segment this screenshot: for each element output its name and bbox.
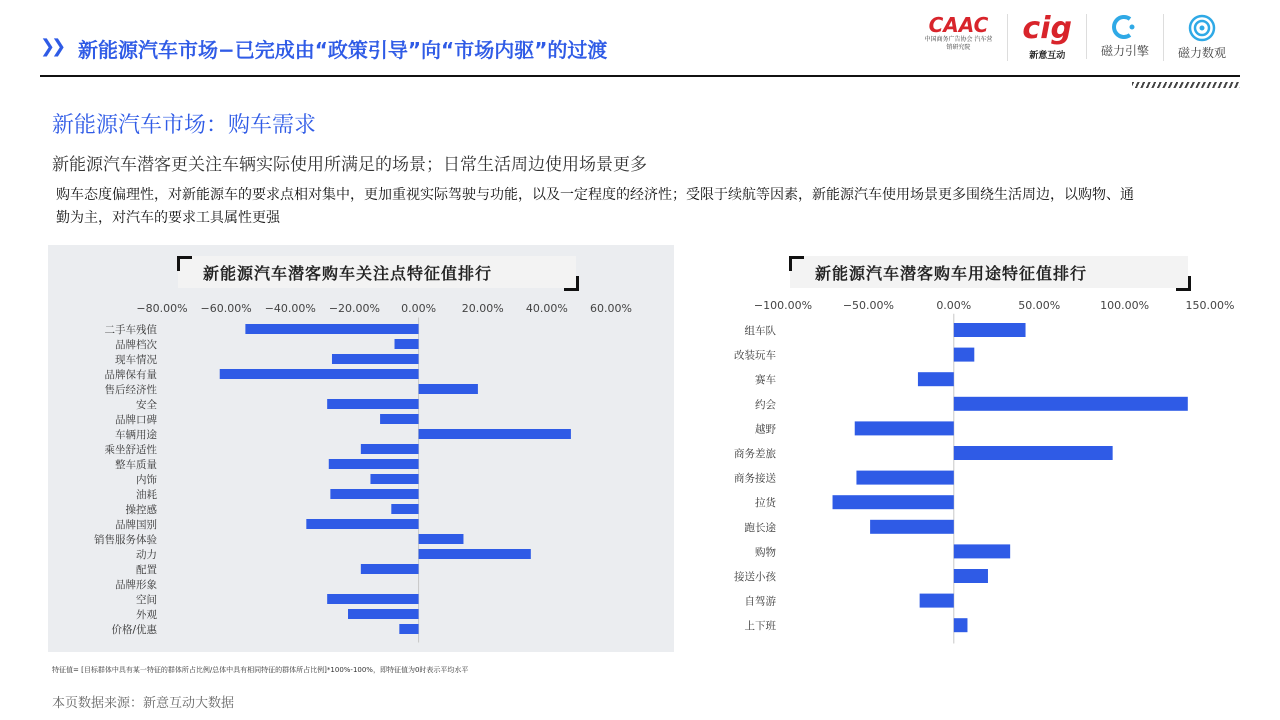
category-label: 自驾游 [744,595,776,608]
data-source: 本页数据来源：新意互动大数据 [52,696,235,711]
page-title: 新能源汽车市场−已完成由“政策引导”向“市场内驱”的过渡 [78,38,608,62]
cili-shuguan-logo-text: 磁力数观 [1177,46,1226,60]
x-tick-label: −20.00% [328,302,381,315]
x-tick-label: −80.00% [136,302,188,315]
right-chart-title: 新能源汽车潜客购车用途特征值排行 [815,264,1088,283]
category-label: 操控感 [125,504,157,516]
category-label: 拉货 [755,497,776,510]
x-tick-label: −100.00% [753,299,813,312]
category-label: 跑长途 [744,521,776,534]
category-label: 越野 [755,423,776,436]
category-label: 车辆用途 [115,429,157,441]
x-tick-label: 20.00% [461,302,504,315]
section-subtitle: 新能源汽车潜客更关注车辆实际使用所满足的场景；日常生活周边使用场景更多 [52,155,647,175]
x-tick-label: 150.00% [1185,299,1235,312]
category-label: 油耗 [136,489,157,501]
x-tick-label: 100.00% [1100,299,1150,312]
category-label: 购物 [755,546,776,559]
bar [870,520,954,534]
category-label: 商务差旅 [734,448,776,460]
bar [833,495,954,509]
category-label: 上下班 [744,620,776,633]
caac-logo-subtext: 中国商务广告协会 汽车营销研究院 [924,36,993,51]
bar [954,397,1188,411]
category-label: 品牌保有量 [104,369,157,381]
footnote: 特征值= [目标群体中具有某一特征的群体所占比例/总体中具有相同特征的群体所占比例]*100%-100%，即特征值为0时表示平均水平 [52,666,469,674]
category-label: 现车情况 [115,354,157,366]
x-tick-label: 60.00% [590,302,632,315]
category-label: 整车质量 [115,459,157,471]
left-chart-title: 新能源汽车潜客购车关注点特征值排行 [203,264,493,283]
category-label: 安全 [136,399,157,411]
category-label: 售后经济性 [104,384,157,396]
bar [954,323,1026,337]
x-tick-label: 0.00% [936,299,972,312]
bar [954,569,988,583]
x-tick-label: 0.00% [401,302,437,315]
bar [855,421,954,435]
category-label: 品牌形象 [115,579,157,591]
category-label: 组车队 [744,325,776,337]
category-label: 乘坐舒适性 [104,444,157,456]
x-tick-label: −60.00% [200,302,252,315]
category-label: 销售服务体验 [94,534,157,546]
bar [954,618,968,632]
bar [954,446,1113,460]
bar [918,372,954,386]
category-label: 品牌国别 [115,519,157,531]
category-label: 品牌档次 [115,339,157,351]
category-label: 约会 [755,398,776,411]
cig-logo-text: cig [1022,11,1072,46]
category-label: 配置 [136,564,157,576]
x-tick-label: 50.00% [1018,299,1061,312]
x-tick-label: −40.00% [264,302,316,315]
section-title: 新能源汽车市场：购车需求 [52,113,317,138]
category-label: 改装玩车 [734,349,776,362]
category-label: 赛车 [755,374,776,387]
bar [856,471,953,485]
bar [920,594,954,608]
caac-logo-text: CAAC [928,13,989,37]
category-label: 外观 [136,609,157,621]
cig-logo-subtext: 新意互动 [1029,51,1066,61]
cili-engine-logo-text: 磁力引擎 [1100,44,1149,58]
header-arrow-icon: ❯❯ [40,36,63,57]
category-label: 动力 [136,549,157,561]
category-label: 商务接送 [734,472,776,485]
category-label: 内饰 [136,474,157,486]
category-label: 空间 [136,594,157,606]
category-label: 二手车残值 [104,324,157,336]
x-tick-label: −50.00% [842,299,894,312]
category-label: 接送小孩 [734,571,776,583]
bar [954,348,974,362]
category-label: 品牌口碑 [115,414,157,426]
category-label: 价格/优惠 [111,624,157,636]
x-tick-label: 40.00% [525,302,568,315]
bar [954,544,1010,558]
body-paragraph: 购车态度偏理性，对新能源车的要求点相对集中，更加重视实际驾驶与功能，以及一定程度的经济性；受限于续航等因素，新能源汽车使用场景更多围绕生活周边，以购物、通勤为主，对汽车的要求工具属性更强 [56,187,1134,226]
